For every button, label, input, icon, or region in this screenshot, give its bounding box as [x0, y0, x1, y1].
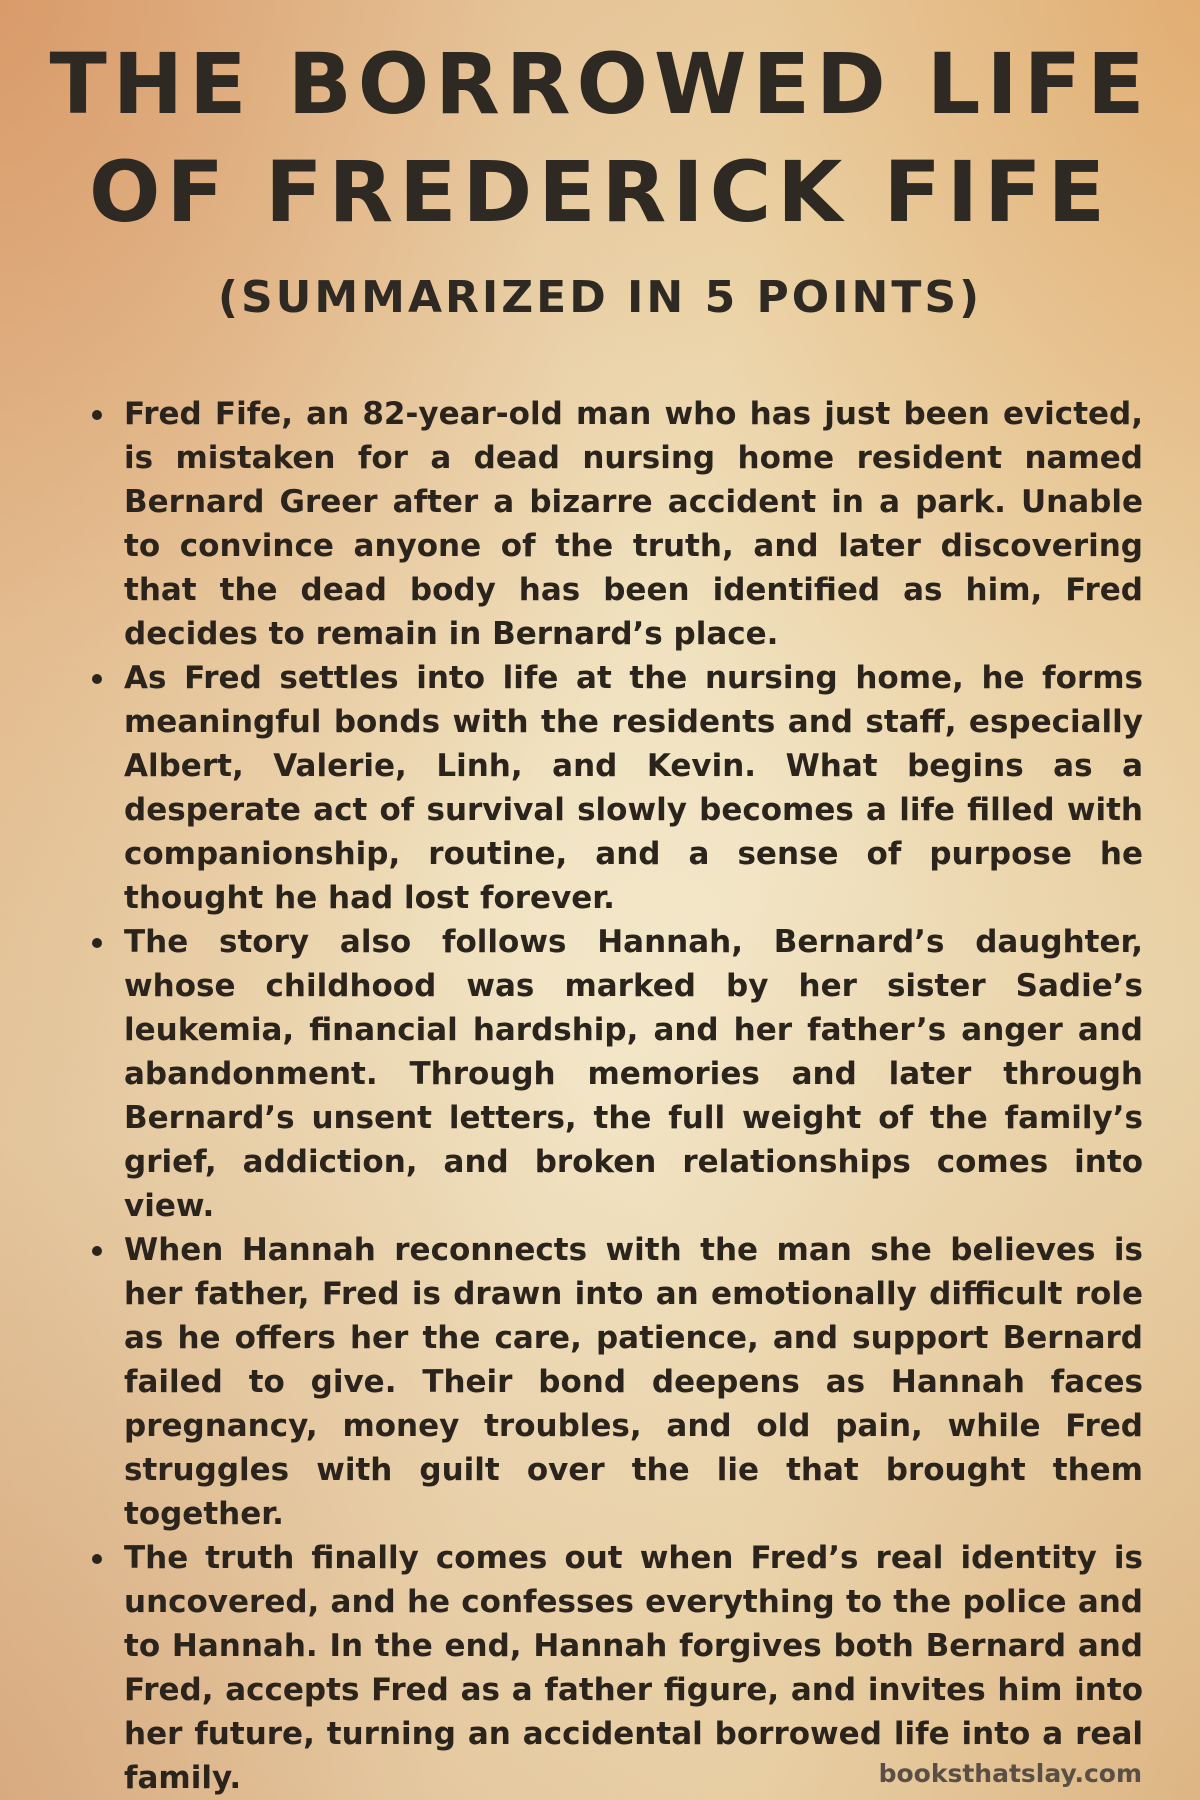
summary-point-2 [88, 656, 1143, 920]
header [0, 30, 1200, 326]
website-footer: booksthatslay.com [878, 1759, 1142, 1788]
summary-point-3 [88, 920, 1143, 1228]
bullet-icon [92, 1554, 102, 1564]
book-title [0, 30, 1200, 246]
bullet-icon [92, 674, 102, 684]
summary-point-4 [88, 1228, 1143, 1536]
bullet-icon [92, 410, 102, 420]
bullet-icon [92, 1246, 102, 1256]
summary-point-1 [88, 392, 1143, 656]
summary-point-text: The truth finally comes out when Fred’s real identity is uncovered, and he confesses everything to the police and to Hannah. In the end, Hannah forgives both Bernard and Fred, accepts Fred as a father figure, and invites him into her future, turning an accidental borrowed life into a real family. [124, 1540, 1143, 1796]
summary-point-text: As Fred settles into life at the nursing home, he forms meaningful bonds with the residents and staff, especially Albert, Valerie, Linh, and Kevin. What begins as a desperate act of survival slowly becomes a life filled with companionship, routine, and a sense of purpose he thought he had lost forever. [124, 660, 1143, 916]
summary-point-text: Fred Fife, an 82-year-old man who has just been evicted, is mistaken for a dead nursing home resident named Bernard Greer after a bizarre accident in a park. Unable to convince anyone of the truth, and later discovering that the dead body has been identified as him, Fred decides to remain in Bernard’s place. [124, 396, 1143, 652]
book-title-line-1: THE BORROWED LIFE [49, 35, 1151, 133]
summary-points-list [88, 392, 1143, 1800]
subtitle: (SUMMARIZED IN 5 POINTS) [217, 272, 983, 323]
summary-point-text: When Hannah reconnects with the man she believes is her father, Fred is drawn into an emotionally difficult role as he offers her the care, patience, and support Bernard failed to give. Their bond deepens as Hannah faces pregnancy, money troubles, and old pain, while Fred struggles with guilt over the lie that brought them together. [124, 1232, 1143, 1532]
summary-point-text: The story also follows Hannah, Bernard’s daughter, whose childhood was marked by her sister Sadie’s leukemia, financial hardship, and her father’s anger and abandonment. Through memories and later through Bernard’s unsent letters, the full weight of the family’s grief, addiction, and broken relationships comes into view. [124, 924, 1143, 1224]
book-title-line-2: OF FREDERICK FIFE [89, 143, 1111, 241]
bullet-icon [92, 938, 102, 948]
